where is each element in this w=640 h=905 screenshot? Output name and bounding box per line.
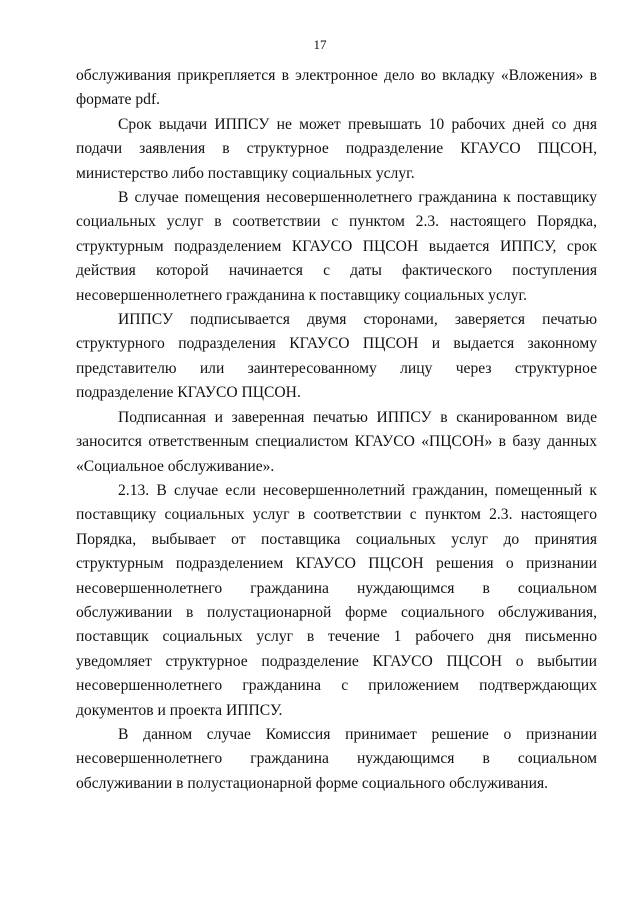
document-body: [76, 64, 597, 796]
paragraph-commission-decision: В данном случае Комиссия принимает решение о признании несовершеннолетнего гражданина нуждающимся в социальном обслуживании в полустационарной форме социального обслуживания.: [76, 725, 597, 792]
paragraph-scanned-copy: Подписанная и заверенная печатью ИППСУ в сканированном виде заносится ответственным специалистом КГАУСО «ПЦСОН» в базу данных «Социальное обслуживание».: [76, 408, 597, 475]
page-number: 17: [313, 37, 327, 52]
paragraph-section-2-13: 2.13. В случае если несовершеннолетний гражданин, помещенный к поставщику социальных услуг в соответствии с пунктом 2.3. настоящего Порядка, выбывает от поставщика социальных услуг до принятия структурным подразделением КГАУСО ПЦСОН решения о признании несовершеннолетнего гражданина нуждающимся в социальном обслуживании в полустационарной форме социального обслуживания, поставщик социальных услуг в течение 1 рабочего дня письменно уведомляет структурное подразделение КГАУСО ПЦСОН о выбытии несовершеннолетнего гражданина с приложением подтверждающих документов и проекта ИППСУ.: [76, 481, 597, 719]
paragraph-placement-case: В случае помещения несовершеннолетнего гражданина к поставщику социальных услуг в соответствии с пунктом 2.3. настоящего Порядка, структурным подразделением КГАУСО ПЦСОН выдается ИППСУ, срок действия которой начинается с даты фактического поступления несовершеннолетнего гражданина к поставщику социальных услуг.: [76, 189, 597, 304]
paragraph-continuation: обслуживания прикрепляется в электронное дело во вкладку «Вложения» в формате pdf.: [76, 67, 597, 109]
paragraph-issue-deadline: Срок выдачи ИППСУ не может превышать 10 рабочих дней со дня подачи заявления в структурное подразделение КГАУСО ПЦСОН, министерство либо поставщику социальных услуг.: [76, 115, 597, 182]
paragraph-signing: ИППСУ подписывается двумя сторонами, заверяется печатью структурного подразделения КГАУСО ПЦСОН и выдается законному представителю или заинтересованному лицу через структурное подразделение КГАУСО ПЦСОН.: [76, 311, 597, 402]
